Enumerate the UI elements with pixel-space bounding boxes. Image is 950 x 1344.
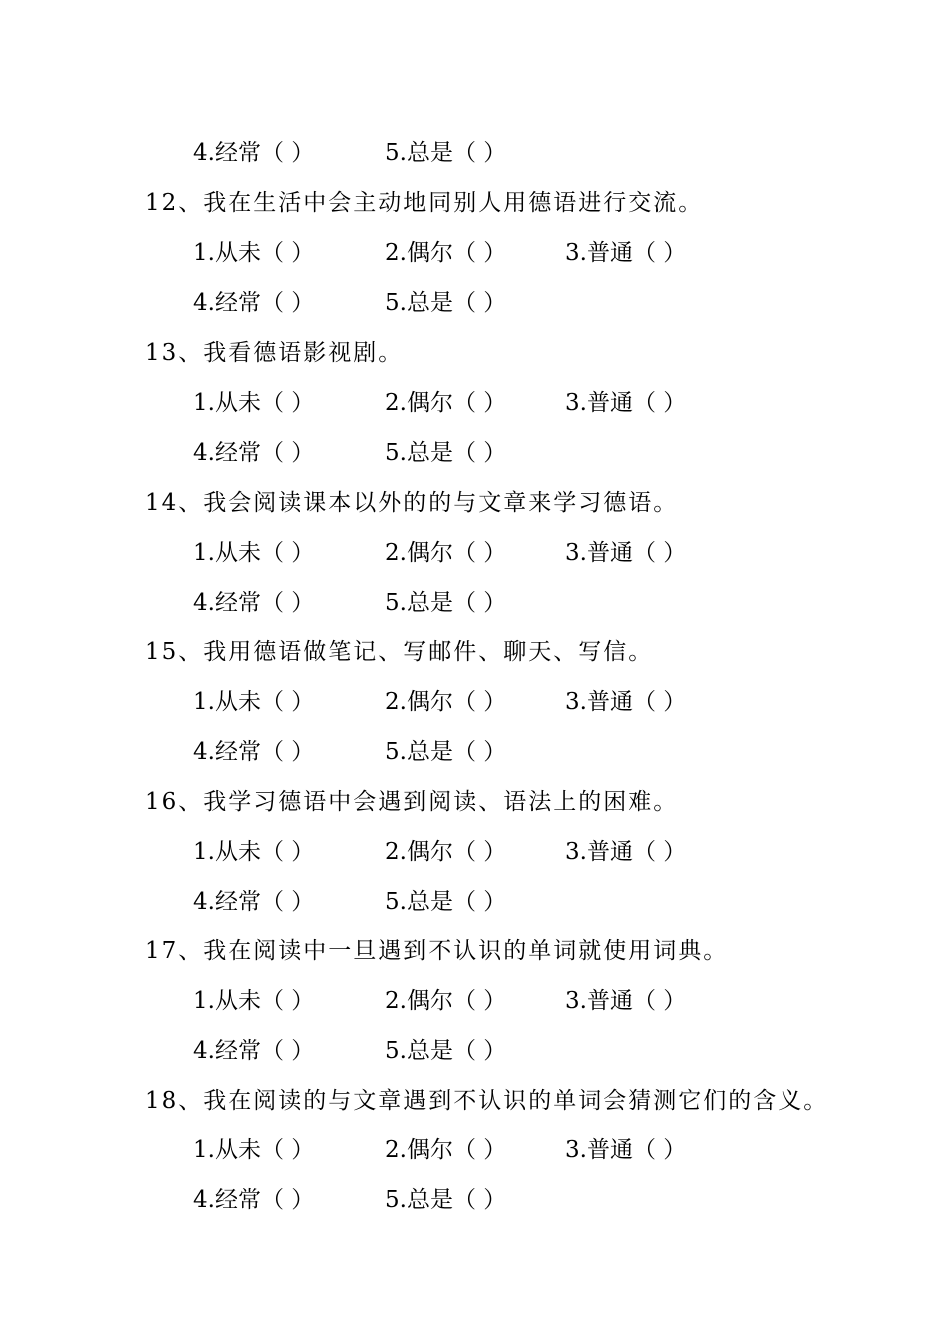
option-never: 1.从未（ ）	[193, 839, 315, 865]
q15-options-row-2	[0, 733, 950, 763]
q13-options-row-1	[0, 384, 950, 414]
question-15: 15、我用德语做笔记、写邮件、聊天、写信。	[145, 639, 654, 665]
option-sometimes: 3.普通（ ）	[565, 240, 687, 266]
option-always: 5.总是（ ）	[385, 440, 507, 466]
option-never: 1.从未（ ）	[193, 689, 315, 715]
option-never: 1.从未（ ）	[193, 1137, 315, 1163]
option-often: 4.经常（ ）	[193, 290, 315, 316]
question-12: 12、我在生活中会主动地同别人用德语进行交流。	[145, 190, 704, 216]
question-16: 16、我学习德语中会遇到阅读、语法上的困难。	[145, 789, 679, 815]
q16-options-row-1	[0, 833, 950, 863]
option-never: 1.从未（ ）	[193, 540, 315, 566]
option-occasionally: 2.偶尔（ ）	[385, 390, 507, 416]
option-sometimes: 3.普通（ ）	[565, 540, 687, 566]
option-sometimes: 3.普通（ ）	[565, 689, 687, 715]
option-often: 4.经常（ ）	[193, 739, 315, 765]
q12-options-row-1	[0, 234, 950, 264]
option-always: 5.总是（ ）	[385, 739, 507, 765]
option-occasionally: 2.偶尔（ ）	[385, 689, 507, 715]
option-often: 4.经常（ ）	[193, 440, 315, 466]
question-17: 17、我在阅读中一旦遇到不认识的单词就使用词典。	[145, 938, 729, 964]
q17-options-row-1	[0, 982, 950, 1012]
option-often: 4.经常（ ）	[193, 140, 315, 166]
option-occasionally: 2.偶尔（ ）	[385, 1137, 507, 1163]
q18-options-row-2	[0, 1181, 950, 1211]
option-never: 1.从未（ ）	[193, 240, 315, 266]
option-never: 1.从未（ ）	[193, 390, 315, 416]
q14-options-row-2	[0, 584, 950, 614]
option-occasionally: 2.偶尔（ ）	[385, 988, 507, 1014]
option-always: 5.总是（ ）	[385, 290, 507, 316]
option-always: 5.总是（ ）	[385, 1187, 507, 1213]
q13-options-row-2	[0, 434, 950, 464]
q12-options-row-2	[0, 284, 950, 314]
q17-options-row-2	[0, 1032, 950, 1062]
question-18: 18、我在阅读的与文章遇到不认识的单词会猜测它们的含义。	[145, 1088, 829, 1114]
option-often: 4.经常（ ）	[193, 1187, 315, 1213]
option-always: 5.总是（ ）	[385, 1038, 507, 1064]
q18-options-row-1	[0, 1131, 950, 1161]
option-often: 4.经常（ ）	[193, 1038, 315, 1064]
option-always: 5.总是（ ）	[385, 889, 507, 915]
option-often: 4.经常（ ）	[193, 889, 315, 915]
option-often: 4.经常（ ）	[193, 590, 315, 616]
question-14: 14、我会阅读课本以外的的与文章来学习德语。	[145, 490, 679, 516]
option-always: 5.总是（ ）	[385, 590, 507, 616]
option-sometimes: 3.普通（ ）	[565, 839, 687, 865]
options-row-previous	[0, 134, 950, 164]
option-never: 1.从未（ ）	[193, 988, 315, 1014]
option-sometimes: 3.普通（ ）	[565, 988, 687, 1014]
q16-options-row-2	[0, 883, 950, 913]
option-occasionally: 2.偶尔（ ）	[385, 839, 507, 865]
option-always: 5.总是（ ）	[385, 140, 507, 166]
option-occasionally: 2.偶尔（ ）	[385, 540, 507, 566]
q14-options-row-1	[0, 534, 950, 564]
q15-options-row-1	[0, 683, 950, 713]
option-sometimes: 3.普通（ ）	[565, 1137, 687, 1163]
option-occasionally: 2.偶尔（ ）	[385, 240, 507, 266]
question-13: 13、我看德语影视剧。	[145, 340, 404, 366]
option-sometimes: 3.普通（ ）	[565, 390, 687, 416]
